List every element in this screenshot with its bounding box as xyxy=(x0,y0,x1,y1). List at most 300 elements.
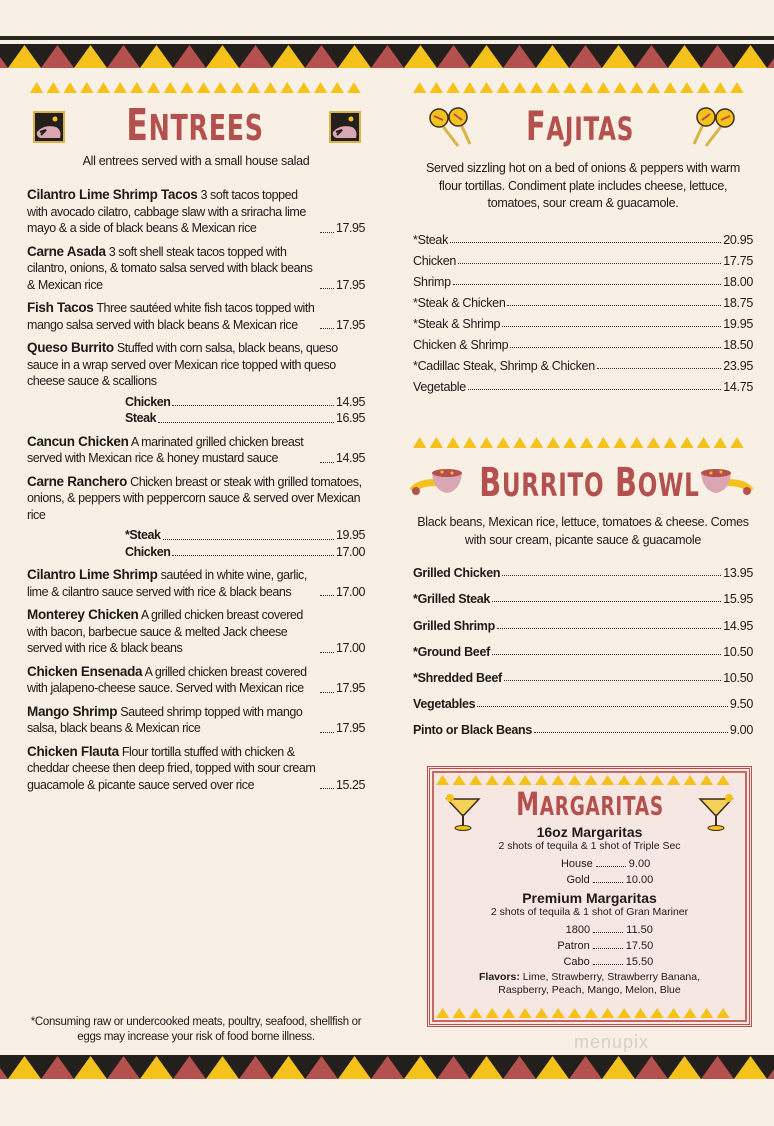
menu-item xyxy=(413,268,753,289)
option-price: 17.00 xyxy=(335,544,365,559)
dot-leader xyxy=(596,866,626,867)
item-text xyxy=(27,244,318,294)
group-description: 2 shots of tequila & 1 shot of Gran Mariner xyxy=(490,906,689,918)
divider-triangle xyxy=(502,775,515,785)
divider-triangle xyxy=(601,1008,614,1018)
option-price: 14.95 xyxy=(335,394,365,409)
item-price: 17.95 xyxy=(335,681,365,695)
top-rule xyxy=(0,36,774,40)
dot-leader xyxy=(320,288,334,289)
group-title: 16oz Margaritas xyxy=(536,824,643,840)
divider-triangle xyxy=(568,775,581,785)
item-name: 1800 xyxy=(565,924,591,936)
menu-item xyxy=(27,607,365,657)
entrees-column xyxy=(27,187,365,1047)
divider-triangle xyxy=(436,1008,449,1018)
option-name: Chicken xyxy=(125,544,171,559)
item-description: Stuffed with corn salsa, black beans, queso sauce in a wrap served over Mexican rice topped with queso cheese sauce & scallions xyxy=(27,341,338,388)
item-price: 15.95 xyxy=(723,592,753,607)
item-name: Carne Ranchero xyxy=(27,473,128,489)
group-title: Premium Margaritas xyxy=(522,890,657,906)
divider-triangle xyxy=(580,82,593,93)
entrees-title: ENTREES xyxy=(126,100,264,151)
item-name: Mango Shrimp xyxy=(27,703,118,719)
item-name: Chicken & Shrimp xyxy=(413,338,509,352)
menu-item xyxy=(27,664,365,697)
item-name: Chicken Ensenada xyxy=(27,663,143,679)
item-description: Flour tortilla stuffed with chicken & cheddar cheese then deep fried, topped with sour cream guacamole & picante sauce served over rice xyxy=(27,744,316,792)
menu-item xyxy=(413,373,753,394)
menu-item xyxy=(27,340,365,427)
item-name: Cabo xyxy=(563,956,590,968)
menu-item xyxy=(27,434,365,467)
option-row xyxy=(125,410,365,427)
dot-leader xyxy=(320,732,334,733)
divider-triangle xyxy=(717,1008,730,1018)
item-name: Monterey Chicken xyxy=(27,607,139,622)
fajitas-subtitle: Served sizzling hot on a bed of onions & peppers with warm flour tortillas. Condiment plate includes cheese, lettuce, tomatoes, sour cream & guacamole. xyxy=(425,161,741,210)
item-name: Vegetables xyxy=(413,697,476,712)
divider-triangle xyxy=(446,437,459,448)
margaritas-title: MARGARITAS xyxy=(516,785,664,823)
divider-triangle xyxy=(700,775,713,785)
margarita-item xyxy=(430,920,749,936)
item-name: *Cadillac Steak, Shrimp & Chicken xyxy=(413,359,595,373)
option-name: Steak xyxy=(125,411,157,425)
item-options xyxy=(27,527,365,560)
item-price: 17.95 xyxy=(335,317,365,332)
item-price: 9.50 xyxy=(729,697,753,712)
item-name: *Shredded Beef xyxy=(413,670,502,685)
divider-triangle xyxy=(714,437,727,448)
divider-triangle xyxy=(634,1008,647,1018)
divider-triangle xyxy=(647,437,660,448)
dot-leader xyxy=(502,575,721,576)
divider-triangle xyxy=(651,775,664,785)
dot-leader xyxy=(492,654,721,655)
dot-leader xyxy=(320,232,334,233)
menu-item xyxy=(413,606,753,632)
divider-triangle xyxy=(97,82,110,93)
item-text xyxy=(27,474,365,524)
divider-triangle xyxy=(314,82,327,93)
item-price: 11.50 xyxy=(626,924,653,936)
item-name: Fish Tacos xyxy=(27,300,94,315)
item-price: 17.50 xyxy=(625,940,654,952)
option-row xyxy=(125,394,365,411)
margaritas-box xyxy=(427,766,752,1027)
divider-triangle xyxy=(513,437,526,448)
divider-triangle xyxy=(297,82,310,93)
item-name: Grilled Shrimp xyxy=(413,618,495,633)
divider-triangle xyxy=(601,775,614,785)
item-price: 23.95 xyxy=(723,359,753,373)
dot-leader xyxy=(502,326,721,327)
divider-triangle xyxy=(547,437,560,448)
divider-triangle xyxy=(535,1008,548,1018)
margarita-item xyxy=(430,870,749,886)
divider-triangle xyxy=(519,775,532,785)
item-name: *Steak & Shrimp xyxy=(413,317,501,331)
divider-triangle xyxy=(331,82,344,93)
menu-item xyxy=(27,300,365,333)
item-name: Chicken Flauta xyxy=(27,743,119,759)
menu-item xyxy=(413,633,753,659)
menu-item xyxy=(413,310,753,331)
divider-triangle xyxy=(597,437,610,448)
item-price: 14.75 xyxy=(723,380,753,394)
divider-triangle xyxy=(730,437,743,448)
divider-triangle xyxy=(630,82,643,93)
flavors-list: Lime, Strawberry, Strawberry Banana, Raspberry, Peach, Mango, Melon, Blue xyxy=(498,971,700,996)
divider-triangle xyxy=(651,1008,664,1018)
divider-triangle xyxy=(664,437,677,448)
divider-triangle xyxy=(281,82,294,93)
item-price: 10.50 xyxy=(723,670,753,685)
menu-item xyxy=(27,567,365,600)
dot-leader xyxy=(453,284,721,285)
price-row xyxy=(27,704,365,737)
option-price: 16.95 xyxy=(335,411,365,425)
menu-item xyxy=(413,226,753,247)
triangle-divider xyxy=(30,82,364,94)
menu-item xyxy=(27,187,365,237)
dot-leader xyxy=(477,706,728,707)
item-name: Cilantro Lime Shrimp xyxy=(27,567,158,582)
option-name: Chicken xyxy=(125,394,171,409)
item-description: 3 soft shell steak tacos topped with cilantro, onions, & tomato salsa served with black beans & Mexican rice xyxy=(27,244,313,292)
item-name: *Grilled Steak xyxy=(413,592,491,607)
margarita-item xyxy=(430,936,749,952)
item-text xyxy=(27,340,365,390)
divider-triangle xyxy=(613,437,626,448)
title-small-caps: AJITAS xyxy=(546,110,635,148)
group-description: 2 shots of tequila & 1 shot of Triple Sec xyxy=(498,840,681,852)
dot-leader xyxy=(320,788,334,789)
dot-leader xyxy=(468,389,721,390)
divider-triangle xyxy=(513,82,526,93)
divider-triangle xyxy=(147,82,160,93)
divider-triangle xyxy=(618,775,631,785)
divider-triangle xyxy=(130,82,143,93)
price-row xyxy=(27,187,365,237)
divider-triangle xyxy=(697,437,710,448)
divider-triangle xyxy=(469,1008,482,1018)
divider-triangle xyxy=(63,82,76,93)
dot-leader xyxy=(320,462,334,463)
price-row xyxy=(27,244,365,294)
option-price: 19.95 xyxy=(335,528,365,542)
menu-item xyxy=(27,474,365,561)
burrito-bowl-title: BURRITO BOWL xyxy=(479,460,700,506)
title-small-caps: URRITO xyxy=(501,466,605,504)
divider-triangle xyxy=(214,82,227,93)
option-row xyxy=(125,544,365,561)
divider-triangle xyxy=(486,1008,499,1018)
dot-leader xyxy=(534,732,728,733)
menu-item xyxy=(413,711,753,737)
divider-triangle xyxy=(180,82,193,93)
divider-triangle xyxy=(580,437,593,448)
dot-leader xyxy=(593,964,623,965)
option-row xyxy=(125,527,365,544)
menu-item xyxy=(413,685,753,711)
bottom-triangle-border xyxy=(0,1055,774,1081)
burrito-bowl-list xyxy=(413,554,753,737)
menu-item xyxy=(413,247,753,268)
divider-triangle xyxy=(585,775,598,785)
flavors xyxy=(454,971,725,997)
dot-leader xyxy=(492,601,721,602)
item-name: Chicken xyxy=(413,254,457,268)
item-price: 19.95 xyxy=(723,317,753,331)
divider-triangle xyxy=(230,82,243,93)
item-name: Shrimp xyxy=(413,275,451,289)
item-name: Pinto or Black Beans xyxy=(413,723,533,738)
divider-triangle xyxy=(446,82,459,93)
dot-leader xyxy=(593,932,623,933)
divider-triangle xyxy=(585,1008,598,1018)
divider-triangle xyxy=(519,1008,532,1018)
divider-triangle xyxy=(714,82,727,93)
dot-leader xyxy=(458,263,721,264)
menu-item xyxy=(27,244,365,294)
price-row xyxy=(27,300,365,333)
margaritas-list xyxy=(430,824,749,997)
divider-triangle xyxy=(453,1008,466,1018)
item-description: Three sautéed white fish tacos topped with mango salsa served with black beans & Mexican rice xyxy=(27,301,315,332)
divider-triangle xyxy=(730,82,743,93)
item-price: 14.95 xyxy=(723,618,753,633)
item-price: 9.00 xyxy=(729,723,753,738)
dot-leader xyxy=(593,882,623,883)
divider-triangle xyxy=(597,82,610,93)
divider-triangle xyxy=(647,82,660,93)
item-name: *Ground Beef xyxy=(413,644,490,659)
divider-triangle xyxy=(497,82,510,93)
dot-leader xyxy=(163,527,334,540)
divider-triangle xyxy=(552,1008,565,1018)
top-triangle-border xyxy=(0,44,774,70)
entrees-list xyxy=(27,187,365,800)
menu-item xyxy=(27,744,365,794)
item-price: 10.50 xyxy=(723,644,753,659)
item-text xyxy=(27,434,318,467)
divider-triangle xyxy=(680,437,693,448)
divider-triangle xyxy=(30,82,43,93)
item-description: Sauteed shrimp topped with mango salsa, black beans & Mexican rice xyxy=(27,704,303,735)
item-name: *Steak xyxy=(413,233,449,247)
dot-leader xyxy=(450,242,721,243)
item-description: sautéed in white wine, garlic, lime & cilantro sauce served with rice & black beans xyxy=(27,568,307,599)
dot-leader xyxy=(593,948,623,949)
divider-triangle xyxy=(197,82,210,93)
item-text xyxy=(27,744,318,794)
burrito-bowl-subtitle: Black beans, Mexican rice, lettuce, tomatoes & cheese. Comes with sour cream, picante sauce & guacamole xyxy=(417,515,749,547)
dot-leader xyxy=(172,394,333,407)
item-price: 20.95 xyxy=(723,233,753,247)
item-options xyxy=(27,394,365,427)
menu-item xyxy=(413,331,753,352)
sunset-icon xyxy=(328,110,362,144)
item-name: House xyxy=(560,858,593,870)
option-name: *Steak xyxy=(125,528,161,542)
divider-triangle xyxy=(530,82,543,93)
menu-item xyxy=(27,704,365,737)
menu-item xyxy=(413,554,753,580)
dot-leader xyxy=(507,305,721,306)
divider-triangle xyxy=(453,775,466,785)
item-name: Queso Burrito xyxy=(27,340,114,355)
price-row xyxy=(27,664,365,697)
dot-leader xyxy=(504,680,721,681)
item-text xyxy=(27,300,318,333)
bowl-icon xyxy=(697,465,753,499)
divider-triangle xyxy=(563,437,576,448)
divider-triangle xyxy=(664,82,677,93)
item-price: 17.95 xyxy=(335,277,365,292)
divider-triangle xyxy=(430,437,443,448)
dot-leader xyxy=(597,368,721,369)
dot-leader xyxy=(320,652,334,653)
divider-triangle xyxy=(430,82,443,93)
divider-triangle xyxy=(630,437,643,448)
price-row xyxy=(27,607,365,657)
divider-triangle xyxy=(684,775,697,785)
margarita-item xyxy=(430,952,749,968)
item-price: 17.95 xyxy=(335,721,365,735)
divider-triangle xyxy=(547,82,560,93)
item-text xyxy=(27,664,318,697)
price-row xyxy=(27,434,365,467)
item-description: A marinated grilled chicken breast served with Mexican rice & honey mustard sauce xyxy=(27,434,304,465)
item-description: 3 soft tacos topped with avocado cilatro, cabbage slaw with a sriracha lime mayo & a side of black beans & Mexican rice xyxy=(27,188,306,235)
item-price: 17.95 xyxy=(335,221,365,235)
divider-triangle xyxy=(264,82,277,93)
item-text xyxy=(27,607,318,657)
item-price: 17.75 xyxy=(723,254,753,268)
item-price: 18.75 xyxy=(723,296,753,310)
divider-triangle xyxy=(563,82,576,93)
dot-leader xyxy=(172,544,333,557)
menu-item xyxy=(413,659,753,685)
price-row xyxy=(27,567,365,600)
item-price: 15.25 xyxy=(335,777,365,792)
margarita-item xyxy=(430,854,749,870)
dot-leader xyxy=(158,410,334,423)
triangle-divider xyxy=(413,437,753,449)
divider-triangle xyxy=(497,437,510,448)
divider-triangle xyxy=(436,775,449,785)
item-name: Grilled Chicken xyxy=(413,566,501,581)
fajitas-title: FAJITAS xyxy=(525,104,635,150)
item-price: 10.00 xyxy=(625,874,654,886)
divider-triangle xyxy=(613,82,626,93)
title-small-caps: NTREES xyxy=(148,108,264,149)
item-price: 17.00 xyxy=(335,641,365,655)
divider-triangle xyxy=(463,82,476,93)
divider-triangle xyxy=(114,82,127,93)
item-name: Gold xyxy=(566,874,590,886)
item-name: Cancun Chicken xyxy=(27,433,129,449)
divider-triangle xyxy=(413,82,426,93)
entrees-subtitle: All entrees served with a small house salad xyxy=(82,154,310,168)
item-description: A grilled chicken breast covered with jalapeno-cheese sauce. Served with Mexican rice xyxy=(27,664,307,695)
divider-triangle xyxy=(469,775,482,785)
item-name: *Steak & Chicken xyxy=(413,296,506,310)
divider-triangle xyxy=(347,82,360,93)
title-small-caps: ARGARITAS xyxy=(539,792,664,822)
divider-triangle xyxy=(717,775,730,785)
divider-triangle xyxy=(164,82,177,93)
divider-triangle xyxy=(680,82,693,93)
divider-triangle xyxy=(463,437,476,448)
dot-leader xyxy=(510,347,721,348)
title-small-caps: OWL xyxy=(637,466,700,504)
food-safety-footnote: *Consuming raw or undercooked meats, poultry, seafood, shellfish or eggs may increase your risk of food borne illness. xyxy=(30,1016,362,1043)
divider-triangle xyxy=(634,775,647,785)
divider-triangle xyxy=(552,775,565,785)
divider-triangle xyxy=(480,437,493,448)
item-name: Carne Asada xyxy=(27,243,106,259)
item-price: 13.95 xyxy=(723,566,753,581)
item-price: 17.00 xyxy=(335,584,365,599)
divider-triangle xyxy=(700,1008,713,1018)
dot-leader xyxy=(320,328,334,329)
divider-triangle xyxy=(568,1008,581,1018)
item-text xyxy=(27,187,318,237)
divider-triangle xyxy=(697,82,710,93)
divider-triangle xyxy=(535,775,548,785)
item-name: Patron xyxy=(557,940,590,952)
triangle-divider xyxy=(436,1008,743,1018)
item-text xyxy=(27,704,318,737)
divider-triangle xyxy=(80,82,93,93)
divider-triangle xyxy=(480,82,493,93)
menu-item xyxy=(413,289,753,310)
item-text xyxy=(27,567,318,600)
divider-triangle xyxy=(667,775,680,785)
item-price: 18.50 xyxy=(723,338,753,352)
maracas-icon xyxy=(428,106,476,150)
item-price: 14.95 xyxy=(335,451,365,465)
divider-triangle xyxy=(486,775,499,785)
divider-triangle xyxy=(502,1008,515,1018)
item-name: Cilantro Lime Shrimp Tacos xyxy=(27,187,198,202)
divider-triangle xyxy=(247,82,260,93)
sunset-icon xyxy=(32,110,66,144)
price-row xyxy=(27,744,365,794)
bowl-icon xyxy=(410,465,466,499)
fajitas-list xyxy=(413,226,753,394)
flavors-label: Flavors: xyxy=(479,971,520,983)
divider-triangle xyxy=(530,437,543,448)
maracas-icon xyxy=(688,106,736,150)
triangle-divider xyxy=(413,82,753,94)
divider-triangle xyxy=(618,1008,631,1018)
divider-triangle xyxy=(47,82,60,93)
watermark: menupix xyxy=(573,1032,649,1052)
dot-leader xyxy=(497,628,721,629)
item-description: Chicken breast or steak with grilled tomatoes, onions, & peppers with peppercorn sauce & served over Mexican rice xyxy=(27,474,362,522)
menu-item xyxy=(413,352,753,373)
dot-leader xyxy=(320,595,334,596)
divider-triangle xyxy=(667,1008,680,1018)
triangle-divider xyxy=(436,775,743,785)
dot-leader xyxy=(320,692,334,693)
item-price: 18.00 xyxy=(723,275,753,289)
item-price: 15.50 xyxy=(625,956,654,968)
